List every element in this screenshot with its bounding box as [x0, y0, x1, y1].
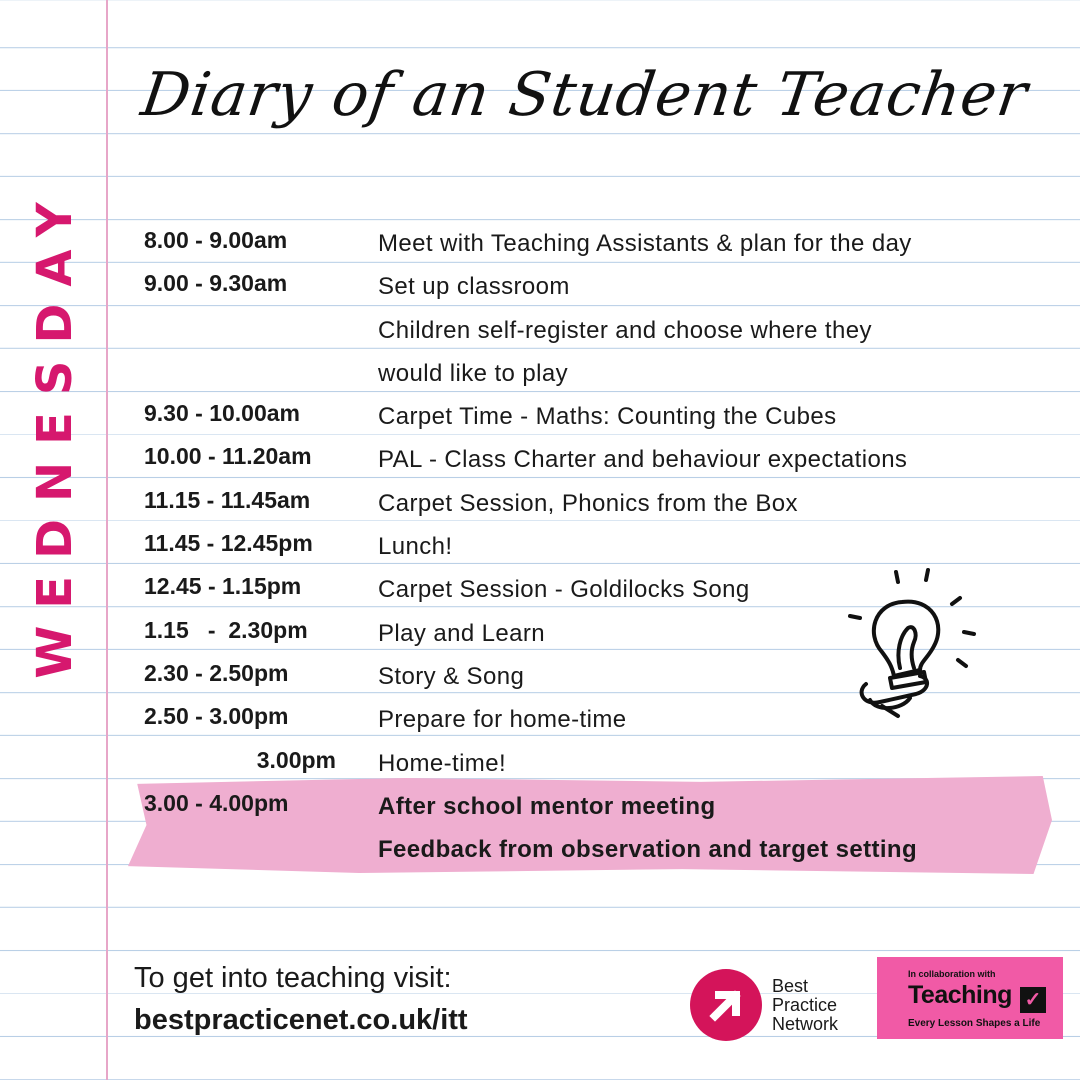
cta-block	[134, 957, 468, 1041]
best-practice-network-logo	[690, 965, 860, 1045]
schedule-activity: Carpet Session, Phonics from the Box	[378, 489, 798, 517]
teaching-badge-logo	[877, 957, 1063, 1039]
lightbulb-icon	[836, 560, 986, 725]
schedule-activity: PAL - Class Charter and behaviour expectations	[378, 446, 908, 474]
schedule-time: 3.00 - 4.00pm	[144, 789, 289, 816]
schedule-row	[144, 222, 1044, 265]
day-label: WEDNESDAY	[27, 185, 83, 679]
schedule-activity: Children self-register and choose where they	[378, 316, 872, 344]
schedule-list	[144, 222, 1044, 871]
schedule-activity: Feedback from observation and target setting	[378, 836, 918, 864]
bpn-text-line: Practice	[772, 995, 838, 1015]
teaching-wordmark: Teaching	[908, 981, 1012, 1009]
schedule-row	[144, 352, 1044, 395]
schedule-time: 12.45 - 1.15pm	[144, 573, 302, 600]
bpn-text-line: Best	[772, 976, 809, 996]
schedule-row	[144, 438, 1044, 481]
schedule-time: 9.30 - 10.00am	[144, 400, 301, 427]
notebook-margin-line	[106, 0, 108, 1080]
page-title: Diary of an Student Teacher	[137, 60, 1033, 130]
schedule-time: 2.30 - 2.50pm	[144, 659, 289, 686]
schedule-activity: Prepare for home-time	[378, 706, 627, 734]
cta-text: To get into teaching visit:	[134, 962, 452, 994]
schedule-time: 11.15 - 11.45am	[144, 486, 311, 513]
schedule-time: 9.00 - 9.30am	[144, 270, 288, 297]
schedule-time: 3.00pm	[256, 746, 336, 773]
schedule-row	[144, 265, 1044, 308]
schedule-row	[144, 395, 1044, 438]
schedule-activity: Carpet Time - Maths: Counting the Cubes	[378, 403, 837, 431]
schedule-row	[144, 742, 1044, 785]
teaching-tagline: Every Lesson Shapes a Life	[908, 1018, 1041, 1029]
schedule-activity: Lunch!	[378, 533, 453, 561]
schedule-activity: would like to play	[378, 359, 568, 387]
schedule-time: 1.15 - 2.30pm	[144, 616, 308, 643]
schedule-time: 2.50 - 3.00pm	[144, 703, 289, 730]
checkmark-icon: ✓	[1020, 987, 1046, 1013]
cta-url-link[interactable]: bestpracticenet.co.uk/itt	[134, 1004, 468, 1036]
schedule-activity: Story & Song	[378, 662, 525, 690]
schedule-activity: Carpet Session - Goldilocks Song	[378, 576, 750, 604]
schedule-time: 11.45 - 12.45pm	[144, 530, 313, 557]
arrow-up-right-icon	[690, 969, 762, 1041]
schedule-activity: Meet with Teaching Assistants & plan for the day	[378, 230, 912, 257]
schedule-row	[144, 828, 1044, 871]
schedule-time: 8.00 - 9.00am	[144, 227, 288, 253]
schedule-activity: Set up classroom	[378, 273, 570, 301]
schedule-row	[144, 309, 1044, 352]
schedule-activity: After school mentor meeting	[378, 792, 716, 820]
schedule-time: 10.00 - 11.20am	[144, 443, 312, 470]
schedule-activity: Home-time!	[378, 749, 507, 777]
schedule-row	[144, 482, 1044, 525]
schedule-activity: Play and Learn	[378, 619, 546, 647]
schedule-row	[144, 785, 1044, 828]
bpn-wordmark	[772, 977, 838, 1034]
teaching-collab-text: In collaboration with	[908, 969, 996, 979]
bpn-text-line: Network	[772, 1014, 839, 1034]
